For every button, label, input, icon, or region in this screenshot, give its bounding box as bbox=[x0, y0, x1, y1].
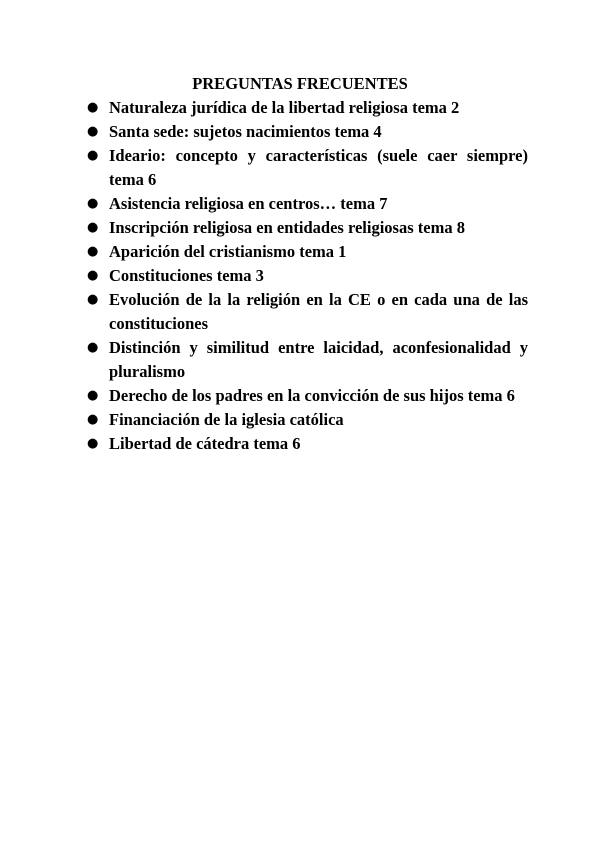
list-item-text: Inscripción religiosa en entidades religiosas tema 8 bbox=[109, 218, 465, 237]
list-item-text: Financiación de la iglesia católica bbox=[109, 410, 344, 429]
bullet-icon: ● bbox=[87, 100, 99, 115]
bullet-icon: ● bbox=[87, 340, 99, 355]
bullet-icon: ● bbox=[87, 412, 99, 427]
bullet-icon: ● bbox=[87, 292, 99, 307]
list-item bbox=[84, 288, 528, 336]
list-item bbox=[84, 432, 528, 456]
bullet-icon: ● bbox=[87, 244, 99, 259]
bullet-icon: ● bbox=[87, 220, 99, 235]
faq-list bbox=[84, 96, 528, 456]
bullet-icon: ● bbox=[87, 148, 99, 163]
list-item-text: Evolución de la la religión en la CE o en cada una de las constituciones bbox=[109, 290, 528, 333]
list-item-text: Naturaleza jurídica de la libertad religiosa tema 2 bbox=[109, 98, 460, 117]
list-item-text: Ideario: concepto y características (suele caer siempre) tema 6 bbox=[109, 146, 528, 189]
list-item bbox=[84, 384, 528, 408]
list-item bbox=[84, 264, 528, 288]
list-item bbox=[84, 240, 528, 264]
bullet-icon: ● bbox=[87, 388, 99, 403]
list-item-text: Santa sede: sujetos nacimientos tema 4 bbox=[109, 122, 382, 141]
bullet-icon: ● bbox=[87, 196, 99, 211]
list-item bbox=[84, 408, 528, 432]
list-item bbox=[84, 216, 528, 240]
bullet-icon: ● bbox=[87, 268, 99, 283]
list-item bbox=[84, 96, 528, 120]
list-item-text: Derecho de los padres en la convicción de sus hijos tema 6 bbox=[109, 386, 515, 405]
bullet-icon: ● bbox=[87, 124, 99, 139]
list-item-text: Distinción y similitud entre laicidad, aconfesionalidad y pluralismo bbox=[109, 338, 528, 381]
list-item bbox=[84, 144, 528, 192]
list-item bbox=[84, 192, 528, 216]
list-item-text: Constituciones tema 3 bbox=[109, 266, 264, 285]
bullet-icon: ● bbox=[87, 436, 99, 451]
page-title: PREGUNTAS FRECUENTES bbox=[192, 74, 408, 93]
list-item-text: Asistencia religiosa en centros… tema 7 bbox=[109, 194, 388, 213]
list-item bbox=[84, 120, 528, 144]
list-item-text: Aparición del cristianismo tema 1 bbox=[109, 242, 347, 261]
list-item-text: Libertad de cátedra tema 6 bbox=[109, 434, 301, 453]
list-item bbox=[84, 336, 528, 384]
